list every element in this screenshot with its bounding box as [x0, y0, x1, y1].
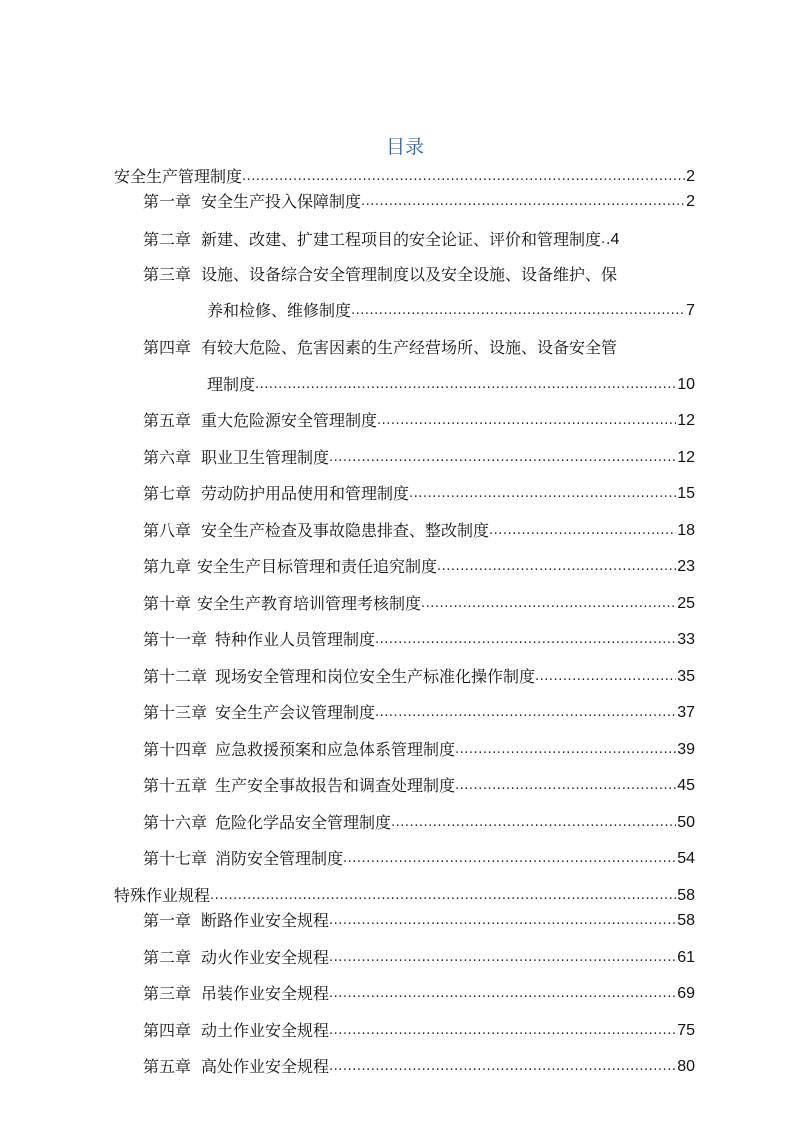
toc-entry-text: 重大危险源安全管理制度 — [201, 411, 378, 430]
toc-chapter-number: 第九章 — [143, 557, 192, 576]
toc-page-number: 12 — [677, 412, 695, 429]
toc-entry[interactable] — [143, 774, 695, 798]
toc-page-number: 80 — [677, 1058, 695, 1075]
toc-entry[interactable] — [143, 446, 695, 470]
toc-entry[interactable] — [143, 982, 695, 1006]
toc-page-number: 75 — [677, 1022, 695, 1039]
toc-chapter-number: 第十五章 — [143, 776, 208, 795]
toc-entry[interactable] — [143, 1055, 695, 1079]
toc-entry[interactable] — [143, 190, 695, 214]
toc-entry[interactable] — [143, 1019, 695, 1043]
toc-entry[interactable] — [143, 701, 695, 725]
toc-entry-text: 生产安全事故报告和调查处理制度 — [215, 776, 456, 795]
toc-entry[interactable] — [143, 628, 695, 652]
toc-page-number: 23 — [677, 558, 695, 575]
toc-entry-text: 特殊作业规程 — [114, 886, 211, 905]
toc-entry-text: 断路作业安全规程 — [201, 911, 330, 930]
toc-page-number: 2 — [686, 168, 695, 185]
toc-page-number: 25 — [677, 595, 695, 612]
toc-page-number: 50 — [677, 814, 695, 831]
toc-leader-dots — [391, 811, 676, 835]
toc-chapter-number: 第三章 — [143, 265, 192, 284]
toc-leader-dots — [437, 555, 676, 579]
toc-leader-dots — [329, 1019, 676, 1043]
toc-page-number: 7 — [686, 302, 695, 319]
toc-chapter-number: 第三章 — [143, 984, 192, 1003]
toc-entry[interactable] — [143, 409, 695, 433]
toc-leader-dots — [329, 909, 676, 933]
toc-chapter-number: 第二章 — [143, 948, 192, 967]
toc-entry[interactable] — [143, 811, 695, 835]
toc-entry[interactable] — [143, 555, 695, 579]
toc-entry[interactable] — [143, 946, 695, 970]
toc-entry-text: 安全生产检查及事故隐患排查、整改制度 — [201, 521, 490, 540]
toc-entry[interactable] — [143, 909, 695, 933]
toc-entry-text: 动火作业安全规程 — [201, 948, 330, 967]
toc-chapter-number: 第四章 — [143, 1021, 192, 1040]
toc-entry-line2[interactable] — [207, 299, 695, 323]
toc-leader-dots — [329, 982, 676, 1006]
toc-entry-line1[interactable] — [143, 336, 695, 360]
toc-entry-text: 消防安全管理制度 — [215, 849, 344, 868]
toc-entry-text: 新建、改建、扩建工程项目的安全论证、评价和管理制度 — [201, 230, 602, 249]
toc-page-number: 37 — [677, 704, 695, 721]
toc-leader-dots — [377, 409, 676, 433]
toc-entry-text: 职业卫生管理制度 — [201, 448, 330, 467]
toc-page-number: 45 — [677, 777, 695, 794]
toc-entry[interactable] — [143, 592, 695, 616]
toc-leader-dots — [351, 299, 685, 323]
toc-leader-dots — [329, 446, 676, 470]
toc-chapter-number: 第十六章 — [143, 813, 208, 832]
toc-title: 目录 — [385, 136, 424, 158]
toc-chapter-number: 第十七章 — [143, 849, 208, 868]
toc-leader-dots — [535, 665, 676, 689]
toc-entry-text: 有较大危险、危害因素的生产经营场所、设施、设备安全管 — [201, 338, 618, 357]
toc-leader-dots — [255, 373, 676, 397]
toc-entry[interactable] — [143, 847, 695, 871]
toc-leader-dots — [343, 847, 676, 871]
toc-page-number: 69 — [677, 985, 695, 1002]
toc-entry-text-continued: 理制度 — [207, 375, 256, 394]
toc-entry-text: 危险化学品安全管理制度 — [215, 813, 392, 832]
toc-entry[interactable] — [143, 738, 695, 762]
toc-leader-dots — [242, 165, 685, 189]
toc-entry-section[interactable] — [114, 165, 695, 189]
toc-entry-text: 现场安全管理和岗位安全生产标准化操作制度 — [215, 667, 536, 686]
toc-leader-dots — [375, 628, 676, 652]
toc-entry-text: 特种作业人员管理制度 — [215, 630, 376, 649]
toc-chapter-number: 第四章 — [143, 338, 192, 357]
toc-entry-text: 吊装作业安全规程 — [201, 984, 330, 1003]
toc-page-number: 12 — [677, 449, 695, 466]
toc-leader-dots — [329, 946, 676, 970]
toc-entry-text: 安全生产教育培训管理考核制度 — [197, 594, 422, 613]
toc-chapter-number: 第五章 — [143, 1057, 192, 1076]
toc-entry-text-continued: 养和检修、维修制度 — [207, 301, 352, 320]
toc-page-number: 10 — [677, 376, 695, 393]
toc-page-number: .4 — [606, 231, 620, 248]
toc-page-number: 33 — [677, 631, 695, 648]
toc-chapter-number: 第二章 — [143, 230, 192, 249]
toc-leader-dots — [455, 774, 676, 798]
toc-page-number: 58 — [677, 887, 695, 904]
toc-leader-dots — [455, 738, 676, 762]
toc-entry[interactable] — [143, 228, 695, 252]
toc-entry-text: 应急救援预案和应急体系管理制度 — [215, 740, 456, 759]
toc-page-number: 2 — [686, 193, 695, 210]
toc-entry-text: 安全生产会议管理制度 — [215, 703, 376, 722]
toc-leader-dots — [210, 884, 676, 908]
toc-entry[interactable] — [143, 665, 695, 689]
toc-entry-text: 劳动防护用品使用和管理制度 — [201, 484, 410, 503]
toc-entry-text: 安全生产目标管理和责任追究制度 — [197, 557, 438, 576]
toc-entry-line2[interactable] — [207, 373, 695, 397]
toc-leader-dots — [409, 482, 676, 506]
toc-chapter-number: 第十二章 — [143, 667, 208, 686]
toc-page-number: 35 — [677, 668, 695, 685]
toc-entry-text: 安全生产管理制度 — [114, 167, 243, 186]
toc-page-number: 39 — [677, 741, 695, 758]
toc-chapter-number: 第五章 — [143, 411, 192, 430]
toc-page-number: 15 — [677, 485, 695, 502]
toc-entry-line1[interactable] — [143, 263, 695, 287]
toc-chapter-number: 第十四章 — [143, 740, 208, 759]
toc-entry-text: 高处作业安全规程 — [201, 1057, 330, 1076]
toc-entry[interactable] — [143, 519, 695, 543]
toc-entry-section[interactable] — [114, 884, 695, 908]
toc-chapter-number: 第一章 — [143, 911, 192, 930]
toc-page-number: 54 — [677, 850, 695, 867]
toc-chapter-number: 第六章 — [143, 448, 192, 467]
toc-chapter-number: 第七章 — [143, 484, 192, 503]
toc-page-number: 58 — [677, 912, 695, 929]
toc-chapter-number: 第八章 — [143, 521, 192, 540]
toc-page-number: 61 — [677, 949, 695, 966]
toc-leader-dots — [421, 592, 676, 616]
toc-leader-dots — [489, 519, 676, 543]
toc-entry[interactable] — [143, 482, 695, 506]
toc-chapter-number: 第一章 — [143, 192, 192, 211]
toc-chapter-number: 第十一章 — [143, 630, 208, 649]
toc-page-number: 18 — [677, 522, 695, 539]
toc-entry-text: 安全生产投入保障制度 — [201, 192, 362, 211]
toc-chapter-number: 第十三章 — [143, 703, 208, 722]
toc-leader-dots — [361, 190, 685, 214]
toc-leader-dots — [375, 701, 676, 725]
toc-chapter-number: 第十章 — [143, 594, 192, 613]
toc-entry-text: 动土作业安全规程 — [201, 1021, 330, 1040]
toc-leader-dots — [329, 1055, 676, 1079]
toc-entry-text: 设施、设备综合安全管理制度以及安全设施、设备维护、保 — [201, 265, 618, 284]
